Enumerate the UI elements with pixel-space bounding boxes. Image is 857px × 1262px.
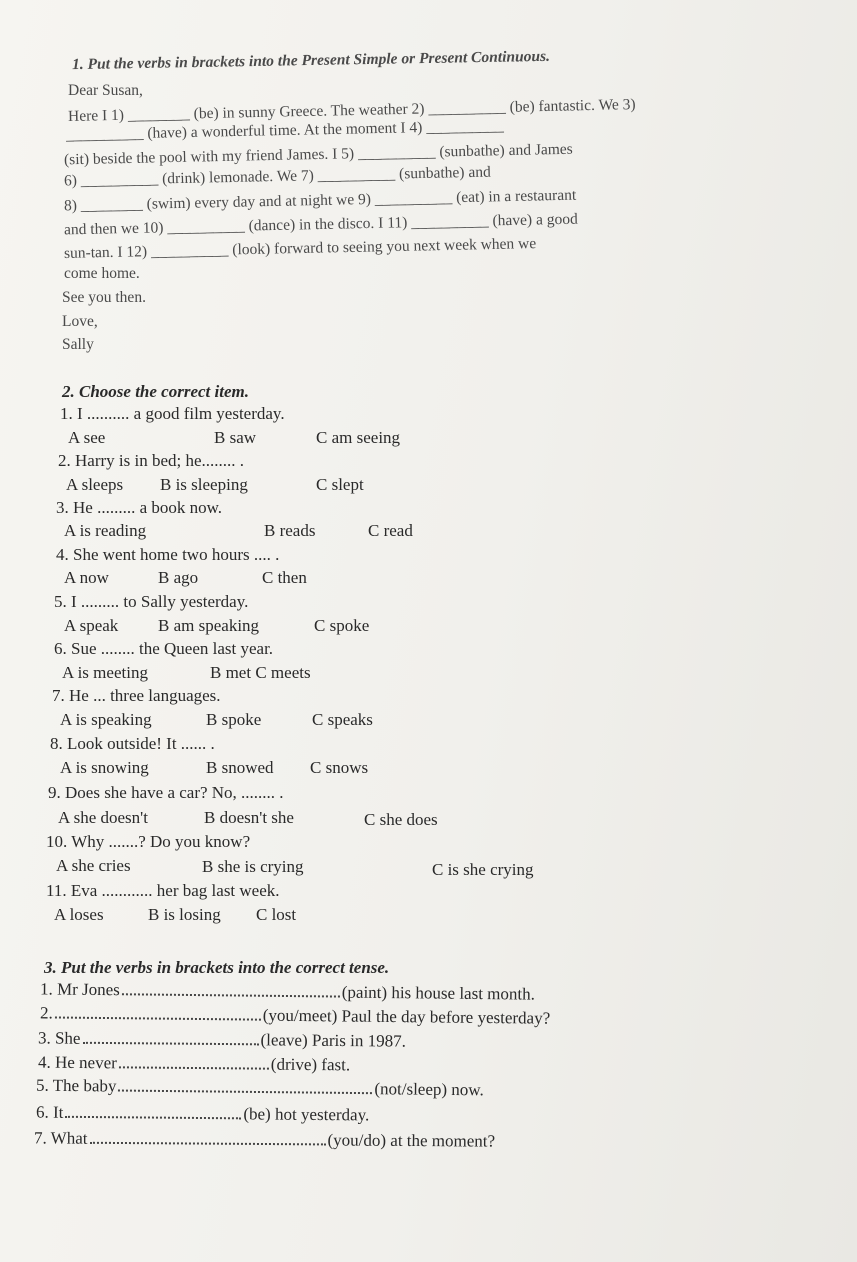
question-3: 3. He ......... a book now. bbox=[56, 498, 223, 517]
option-b: B she is crying bbox=[202, 857, 304, 876]
letter-line: sun-tan. I 12) __________ (look) forward to seeing you next week when we bbox=[63, 235, 537, 262]
item-prefix: 2. bbox=[39, 1003, 53, 1023]
option-c: C lost bbox=[256, 905, 297, 924]
fill-item-6 bbox=[36, 1103, 369, 1126]
item-suffix: (not/sleep) now. bbox=[374, 1079, 484, 1100]
item-prefix: 7. What bbox=[33, 1128, 88, 1148]
letter-line: and then we 10) __________ (dance) in the disco. I 11) __________ (have) a good bbox=[63, 210, 578, 239]
answer-blank bbox=[118, 1089, 372, 1095]
answer-blank bbox=[55, 1015, 261, 1020]
option-b: B saw bbox=[214, 428, 257, 447]
question-6: 6. Sue ........ the Queen last year. bbox=[54, 639, 274, 658]
option-a: A is reading bbox=[64, 521, 147, 540]
letter-line: Sally bbox=[62, 336, 94, 353]
option-a: A she cries bbox=[56, 856, 131, 875]
exercise-3-title: 3. Put the verbs in brackets into the correct tense. bbox=[44, 958, 390, 977]
answer-blank bbox=[65, 1115, 241, 1120]
option-a: A sleeps bbox=[66, 475, 124, 494]
exercise-2-title: 2. Choose the correct item. bbox=[62, 382, 249, 401]
option-c: C spoke bbox=[314, 616, 370, 635]
option-b: B doesn't she bbox=[204, 808, 294, 827]
option-b: B is losing bbox=[148, 905, 221, 924]
item-prefix: 6. It bbox=[35, 1102, 64, 1122]
option-c: C is she crying bbox=[432, 860, 534, 879]
option-c: C am seeing bbox=[316, 428, 401, 447]
option-a: A she doesn't bbox=[58, 808, 148, 827]
option-b: B spoke bbox=[206, 710, 262, 729]
answer-blank bbox=[89, 1141, 325, 1146]
item-suffix: (drive) fast. bbox=[270, 1054, 351, 1075]
option-b: B met C meets bbox=[210, 663, 311, 682]
question-11: 11. Eva ............ her bag last week. bbox=[46, 881, 280, 900]
question-1: 1. I .......... a good film yesterday. bbox=[60, 404, 285, 423]
letter-line: __________ (have) a wonderful time. At the moment I 4) __________ bbox=[65, 117, 504, 144]
option-a: A speak bbox=[64, 616, 119, 635]
option-b: B is sleeping bbox=[160, 475, 248, 494]
question-5: 5. I ......... to Sally yesterday. bbox=[54, 592, 249, 611]
option-b: B snowed bbox=[206, 758, 274, 777]
question-9: 9. Does she have a car? No, ........ . bbox=[48, 783, 284, 802]
option-c: C read bbox=[368, 521, 413, 540]
question-10: 10. Why .......? Do you know? bbox=[46, 832, 251, 851]
option-c: C slept bbox=[316, 475, 364, 494]
letter-line: Dear Susan, bbox=[68, 82, 143, 99]
answer-blank bbox=[119, 1065, 269, 1069]
fill-item-4 bbox=[38, 1053, 350, 1076]
letter-line: 8) ________ (swim) every day and at night we 9) __________ (eat) in a restaurant bbox=[63, 186, 577, 215]
option-a: A see bbox=[68, 428, 106, 447]
fill-item-3 bbox=[38, 1028, 406, 1051]
option-c: C speaks bbox=[312, 710, 373, 729]
option-c: C she does bbox=[364, 810, 438, 829]
item-suffix: (you/do) at the moment? bbox=[327, 1130, 496, 1151]
option-c: C snows bbox=[310, 758, 369, 777]
fill-item-1 bbox=[40, 979, 535, 1004]
item-prefix: 1. Mr Jones bbox=[39, 979, 120, 1000]
answer-blank bbox=[122, 992, 340, 997]
fill-item-2 bbox=[40, 1003, 550, 1028]
question-2: 2. Harry is in bed; he........ . bbox=[58, 451, 245, 470]
exercise-1-title: 1. Put the verbs in brackets into the Present Simple or Present Continuous. bbox=[71, 47, 551, 74]
fill-item-5 bbox=[36, 1076, 484, 1101]
option-a: A is meeting bbox=[62, 663, 148, 682]
question-7: 7. He ... three languages. bbox=[52, 686, 221, 705]
option-b: B am speaking bbox=[158, 616, 260, 635]
option-c: C then bbox=[262, 568, 307, 587]
option-b: B reads bbox=[264, 521, 316, 540]
letter-line: See you then. bbox=[62, 289, 146, 306]
item-prefix: 3. She bbox=[37, 1028, 81, 1048]
option-a: A now bbox=[64, 568, 109, 587]
question-4: 4. She went home two hours .... . bbox=[56, 545, 280, 564]
option-a: A loses bbox=[54, 905, 104, 924]
letter-line: come home. bbox=[64, 265, 140, 282]
item-suffix: (paint) his house last month. bbox=[341, 982, 536, 1004]
fill-item-7 bbox=[34, 1128, 495, 1151]
option-a: A is snowing bbox=[60, 758, 149, 777]
letter-line: Love, bbox=[62, 313, 98, 330]
option-a: A is speaking bbox=[60, 710, 152, 729]
letter-line: Here I 1) ________ (be) in sunny Greece. The weather 2) __________ (be) fantastic. We 3) bbox=[67, 96, 636, 125]
item-prefix: 4. He never bbox=[37, 1052, 117, 1073]
item-suffix: (you/meet) Paul the day before yesterday? bbox=[262, 1005, 551, 1028]
letter-line: 6) __________ (drink) lemonade. We 7) __________ (sunbathe) and bbox=[63, 163, 491, 190]
letter-line: (sit) beside the pool with my friend James. I 5) __________ (sunbathe) and James bbox=[63, 140, 573, 169]
item-suffix: (be) hot yesterday. bbox=[243, 1104, 370, 1125]
item-suffix: (leave) Paris in 1987. bbox=[260, 1030, 406, 1051]
item-prefix: 5. The baby bbox=[35, 1075, 117, 1096]
answer-blank bbox=[82, 1041, 258, 1046]
question-8: 8. Look outside! It ...... . bbox=[50, 734, 215, 753]
option-b: B ago bbox=[158, 568, 199, 587]
